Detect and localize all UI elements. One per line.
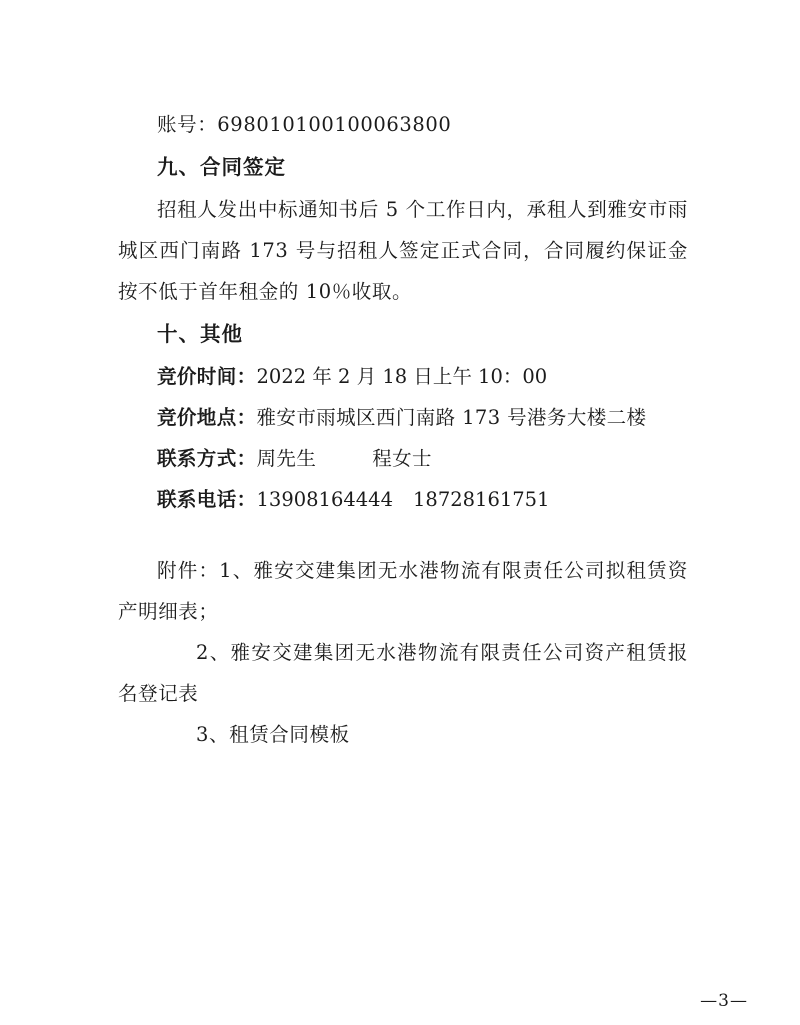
attachment-lead-line: 附件：1、雅安交建集团无水港物流有限责任公司拟租赁资产明细表； [118,559,688,623]
section-gap [118,520,688,550]
bid-place-label: 竞价地点： [157,406,257,429]
contact-phone-line [118,479,688,520]
section-nine-heading: 九、合同签定 [157,155,286,179]
bid-time-line [118,356,688,397]
attachment-item-3: 3、租赁合同模板 [196,723,350,746]
contact-person-label: 联系方式： [157,447,257,470]
page-number: —3— [700,991,748,1011]
bid-place-line [118,397,688,438]
contact-person-value-2: 程女士 [372,447,432,470]
contact-person-value-1: 周先生 [256,447,317,470]
section-ten-heading: 十、其他 [157,322,243,346]
section-nine-paragraph: 招租人发出中标通知书后 5 个工作日内，承租人到雅安市雨城区西门南路 173 号与招租人签定正式合同，合同履约保证金按不低于首年租金的 10％收取。 [118,198,688,303]
account-line: 账号：698010100100063800 [157,113,452,136]
bid-time-label: 竞价时间： [157,365,257,388]
bid-time-value: 2022 年 2 月 18 日上午 10：00 [256,365,548,388]
attachment-item-2: 2、雅安交建集团无水港物流有限责任公司资产租赁报名登记表 [118,641,688,705]
contact-person-line [118,438,688,479]
document-body [118,104,688,755]
contact-phone-label: 联系电话： [157,488,257,511]
contact-phone-value-2: 18728161751 [413,488,550,511]
bid-place-value: 雅安市雨城区西门南路 173 号港务大楼二楼 [256,406,647,429]
contact-phone-value-1: 13908164444 [256,488,393,511]
